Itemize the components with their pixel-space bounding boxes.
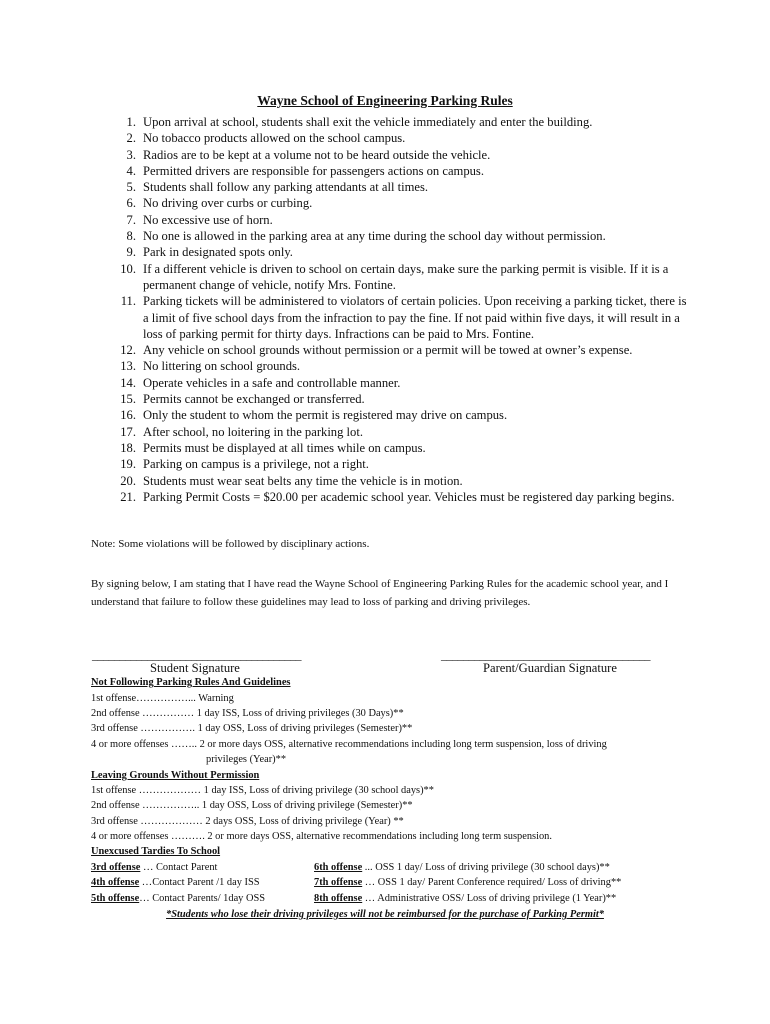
tardy-offense-text: ... OSS 1 day/ Loss of driving privilege (30 school days)** xyxy=(362,862,610,873)
rule-text: Radios are to be kept at a volume not to be heard outside the vehicle. xyxy=(143,147,491,162)
rule-item xyxy=(104,489,694,505)
rule-item xyxy=(104,424,694,440)
rule-item xyxy=(104,147,694,163)
tardy-entry xyxy=(91,862,217,873)
rule-number: 12. xyxy=(120,343,136,358)
tardy-offense-label: 4th offense xyxy=(91,877,140,888)
parent-signature-line[interactable]: ______________________________________ xyxy=(441,648,650,662)
rule-text: Any vehicle on school grounds without permission or a permit will be towed at owner’s expense. xyxy=(143,343,633,358)
rule-text: Park in designated spots only. xyxy=(143,245,293,260)
tardy-entry xyxy=(314,893,616,904)
not-following-heading: Not Following Parking Rules And Guidelines xyxy=(91,677,291,688)
rule-text: No one is allowed in the parking area at any time during the school day without permission. xyxy=(143,229,606,244)
rule-item xyxy=(104,391,694,407)
rule-item xyxy=(104,358,694,374)
rule-text: Parking tickets will be administered to violators of certain policies. Upon receiving a parking ticket, there is a limit of five school days from the infraction to pay the fine. If not paid within five days, it will result in a loss of parking permit for thirty days. Infractions can be paid to Mrs. Fontine. xyxy=(143,294,687,341)
tardy-offense-label: 5th offense xyxy=(91,893,140,904)
tardy-offense-label: 8th offense xyxy=(314,893,363,904)
rule-number: 6. xyxy=(126,196,136,211)
tardy-entry xyxy=(91,893,265,904)
rule-text: Permits cannot be exchanged or transferred. xyxy=(143,392,365,407)
not-following-line: privileges (Year)** xyxy=(206,754,287,765)
rule-item xyxy=(104,130,694,146)
rule-item xyxy=(104,212,694,228)
rule-item xyxy=(104,179,694,195)
parent-signature-label: Parent/Guardian Signature xyxy=(483,661,617,675)
student-signature-label: Student Signature xyxy=(150,661,240,675)
leaving-grounds-line: 1st offense ……………… 1 day ISS, Loss of driving privilege (30 school days)** xyxy=(91,785,434,796)
leaving-grounds-line: 2nd offense …………….. 1 day OSS, Loss of driving privilege (Semester)** xyxy=(91,800,413,811)
tardies-heading: Unexcused Tardies To School xyxy=(91,846,221,857)
not-following-line: 3rd offense ……………. 1 day OSS, Loss of driving privileges (Semester)** xyxy=(91,723,413,734)
tardy-entry xyxy=(314,862,610,873)
rule-item xyxy=(104,407,694,423)
rule-item xyxy=(104,293,694,342)
rule-item xyxy=(104,375,694,391)
not-following-line: 1st offense……………... Warning xyxy=(91,693,234,704)
rule-number: 15. xyxy=(120,392,136,407)
leaving-grounds-heading: Leaving Grounds Without Permission xyxy=(91,770,260,781)
rule-number: 4. xyxy=(126,163,136,178)
tardy-offense-text: …Contact Parent /1 day ISS xyxy=(139,877,260,888)
rule-number: 3. xyxy=(126,147,136,162)
rule-number: 13. xyxy=(120,359,136,374)
reimbursement-footer-note: *Students who lose their driving privileges will not be reimbursed for the purchase of Parking Permit* xyxy=(166,909,604,920)
tardy-offense-text: … OSS 1 day/ Parent Conference required/ Loss of driving** xyxy=(362,877,622,888)
rule-number: 5. xyxy=(126,180,136,195)
rule-number: 19. xyxy=(120,457,136,472)
tardy-offense-text: … Contact Parents/ 1day OSS xyxy=(139,893,266,904)
rule-item xyxy=(104,163,694,179)
rule-item xyxy=(104,342,694,358)
rule-item xyxy=(104,195,694,211)
rule-number: 21. xyxy=(120,489,136,504)
tardy-offense-text: … Administrative OSS/ Loss of driving privilege (1 Year)** xyxy=(362,893,617,904)
rule-text: Permits must be displayed at all times while on campus. xyxy=(143,440,426,455)
rule-text: No littering on school grounds. xyxy=(143,359,301,374)
tardy-offense-text: … Contact Parent xyxy=(140,862,218,873)
rule-text: No excessive use of horn. xyxy=(143,212,273,227)
rule-number: 7. xyxy=(126,212,136,227)
rule-text: Only the student to whom the permit is registered may drive on campus. xyxy=(143,408,508,423)
rule-number: 8. xyxy=(126,229,136,244)
tardy-offense-label: 3rd offense xyxy=(91,862,141,873)
leaving-grounds-line: 3rd offense ……………… 2 days OSS, Loss of driving privilege (Year) ** xyxy=(91,816,404,827)
tardy-offense-label: 7th offense xyxy=(314,877,363,888)
rule-text: After school, no loitering in the parking lot. xyxy=(143,424,363,439)
rule-item xyxy=(104,261,694,294)
rule-item xyxy=(104,228,694,244)
rule-number: 11. xyxy=(120,294,136,309)
rule-text: Parking on campus is a privilege, not a right. xyxy=(143,457,369,472)
rule-item xyxy=(104,440,694,456)
tardy-entry xyxy=(314,877,621,888)
rules-list xyxy=(104,114,694,505)
rule-text: No driving over curbs or curbing. xyxy=(143,196,313,211)
rule-number: 18. xyxy=(120,440,136,455)
rule-text: Students must wear seat belts any time the vehicle is in motion. xyxy=(143,473,463,488)
rule-number: 9. xyxy=(126,245,136,260)
disciplinary-note: Note: Some violations will be followed by disciplinary actions. xyxy=(91,538,370,550)
rule-number: 2. xyxy=(126,131,136,146)
rule-number: 20. xyxy=(120,473,136,488)
rule-item xyxy=(104,456,694,472)
rule-text: If a different vehicle is driven to school on certain days, make sure the parking permit is visible. If it is a permanent change of vehicle, notify Mrs. Fontine. xyxy=(143,261,669,292)
rule-text: Upon arrival at school, students shall exit the vehicle immediately and enter the building. xyxy=(143,115,593,129)
rule-item xyxy=(104,473,694,489)
rule-text: No tobacco products allowed on the school campus. xyxy=(143,131,406,146)
not-following-line: 4 or more offenses …….. 2 or more days OSS, alternative recommendations including long term suspension, loss of driving xyxy=(91,739,607,750)
rule-number: 10. xyxy=(120,261,136,276)
tardy-offense-label: 6th offense xyxy=(314,862,363,873)
consent-statement: By signing below, I am stating that I have read the Wayne School of Engineering Parking Rules for the academic school year, and I understand that failure to follow these guidelines may lead to loss of parking and driving privileges. xyxy=(91,578,669,608)
rule-text: Parking Permit Costs = $20.00 per academic school year. Vehicles must be registered day parking begins. xyxy=(143,489,675,504)
student-signature-line[interactable]: ______________________________________ xyxy=(92,648,301,662)
tardy-entry xyxy=(91,877,260,888)
rule-number: 17. xyxy=(120,424,136,439)
rule-text: Permitted drivers are responsible for passengers actions on campus. xyxy=(143,163,484,178)
rule-number: 1. xyxy=(126,115,136,129)
rule-item xyxy=(104,244,694,260)
rule-number: 16. xyxy=(120,408,136,423)
leaving-grounds-line: 4 or more offenses ………. 2 or more days OSS, alternative recommendations including long term suspension. xyxy=(91,831,552,842)
not-following-line: 2nd offense …………… 1 day ISS, Loss of driving privileges (30 Days)** xyxy=(91,708,404,719)
document-title: Wayne School of Engineering Parking Rules xyxy=(257,93,513,108)
rule-number: 14. xyxy=(120,375,136,390)
rule-text: Operate vehicles in a safe and controllable manner. xyxy=(143,375,401,390)
rule-text: Students shall follow any parking attendants at all times. xyxy=(143,180,429,195)
rule-item xyxy=(104,114,694,130)
